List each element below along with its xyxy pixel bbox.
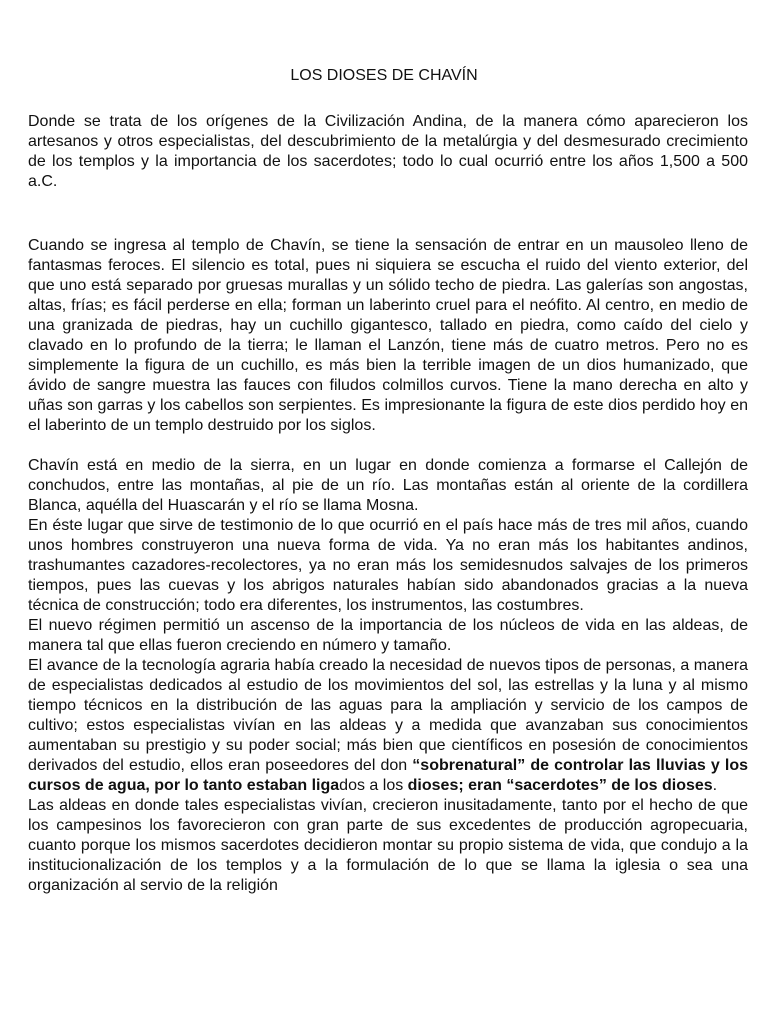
specialists-text-3: . [712, 777, 718, 794]
paragraph-location: Chavín está en medio de la sierra, en un lugar en donde comienza a formarse el Callejón de conchudos, entre las montañas, al pie de un río. Las montañas están al oriente de la cordillera Blanca, aquélla del Huascarán y el río se llama Mosna. [28, 457, 748, 514]
paragraph-testimony: En éste lugar que sirve de testimonio de lo que ocurrió en el país hace más de tres mil años, cuando unos hombres construyeron una nueva forma de vida. Ya no eran más los habitantes andinos, trashumantes cazadores-recolectores, ya no eran más los semidesnudos salvajes de los primeros tiempos, pues las cuevas y los abrigos naturales habían sido abandonados gracias a la nueva técnica de construcción; todo era diferentes, los instrumentos, las costumbres. [28, 517, 748, 614]
paragraph-lanzon: Cuando se ingresa al templo de Chavín, se tiene la sensación de entrar en un mausoleo lleno de fantasmas feroces. El silencio es total, pues ni siquiera se escucha el ruido del viento exterior, del que uno está separado por gruesas murallas y un sólido techo de piedra. Las galerías son angostas, altas, frías; es fácil perderse en ella; forman un laberinto cruel para el neófito. Al centro, en medio de una granizada de piedras, hay un cuchillo gigantesco, tallado en piedra, como caído del cielo y clavado en lo profundo de la tierra; le llaman el Lanzón, tiene más de cuatro metros. Pero no es simplemente la figura de un cuchillo, es más bien la terrible imagen de un dios humanizado, que ávido de sangre muestra las fauces con filudos colmillos curvos. Tiene la mano derecha en alto y uñas son garras y los cabellos son serpientes. Es impresionante la figura de este dios perdido hoy en el laberinto de un templo destruido por los siglos. [28, 237, 748, 434]
document-title: LOS DIOSES DE CHAVÍN [290, 67, 478, 84]
paragraph-villages: El nuevo régimen permitió un ascenso de la importancia de los núcleos de vida en las aldeas, de manera tal que ellas fueron creciendo en número y tamaño. [28, 617, 748, 654]
paragraph-specialists [28, 656, 748, 796]
intro-paragraph [28, 112, 748, 192]
specialists-bold-1: “sobrenatural” de controlar las lluvias y los cursos de agua, por lo tanto estaban liga [28, 757, 748, 794]
specialists-text-1: El avance de la tecnología agraria había creado la necesidad de nuevos tipos de personas, a manera de especialistas dedicados al estudio de los movimientos del sol, las estrellas y la luna y al mismo tiempo técnicos en la distribución de las aguas para la ampliación y servicio de los campos de cultivo; estos especialistas vivían en las aldeas y a medida que avanzaban sus conocimientos aumentaban su prestigio y su poder social; más bien que científicos en posesión de conocimientos derivados del estudio, ellos eran poseedores del don [28, 657, 748, 774]
specialists-text-2: dos a los [339, 777, 408, 794]
body-text [28, 236, 748, 896]
specialists-bold-2: dioses; eran “sacerdotes” de los dioses [407, 777, 713, 794]
paragraph-temples: Las aldeas en donde tales especialistas vivían, crecieron inusitadamente, tanto por el hecho de que los campesinos los favorecieron con gran parte de sus excedentes de producción agropecuaria, cuanto porque los mismos sacerdotes decidieron montar su propio sistema de vida, que condujo a la institucionalización de los templos y a la formulación de lo que se llama la iglesia o sea una organización al servio de la religión [28, 797, 748, 894]
intro-text: Donde se trata de los orígenes de la Civilización Andina, de la manera cómo aparecieron los artesanos y otros especialistas, del descubrimiento de la metalúrgia y del desmesurado crecimiento de los templos y la importancia de los sacerdotes; todo lo cual ocurrió entre los años 1,500 a 500 a.C. [28, 113, 748, 190]
